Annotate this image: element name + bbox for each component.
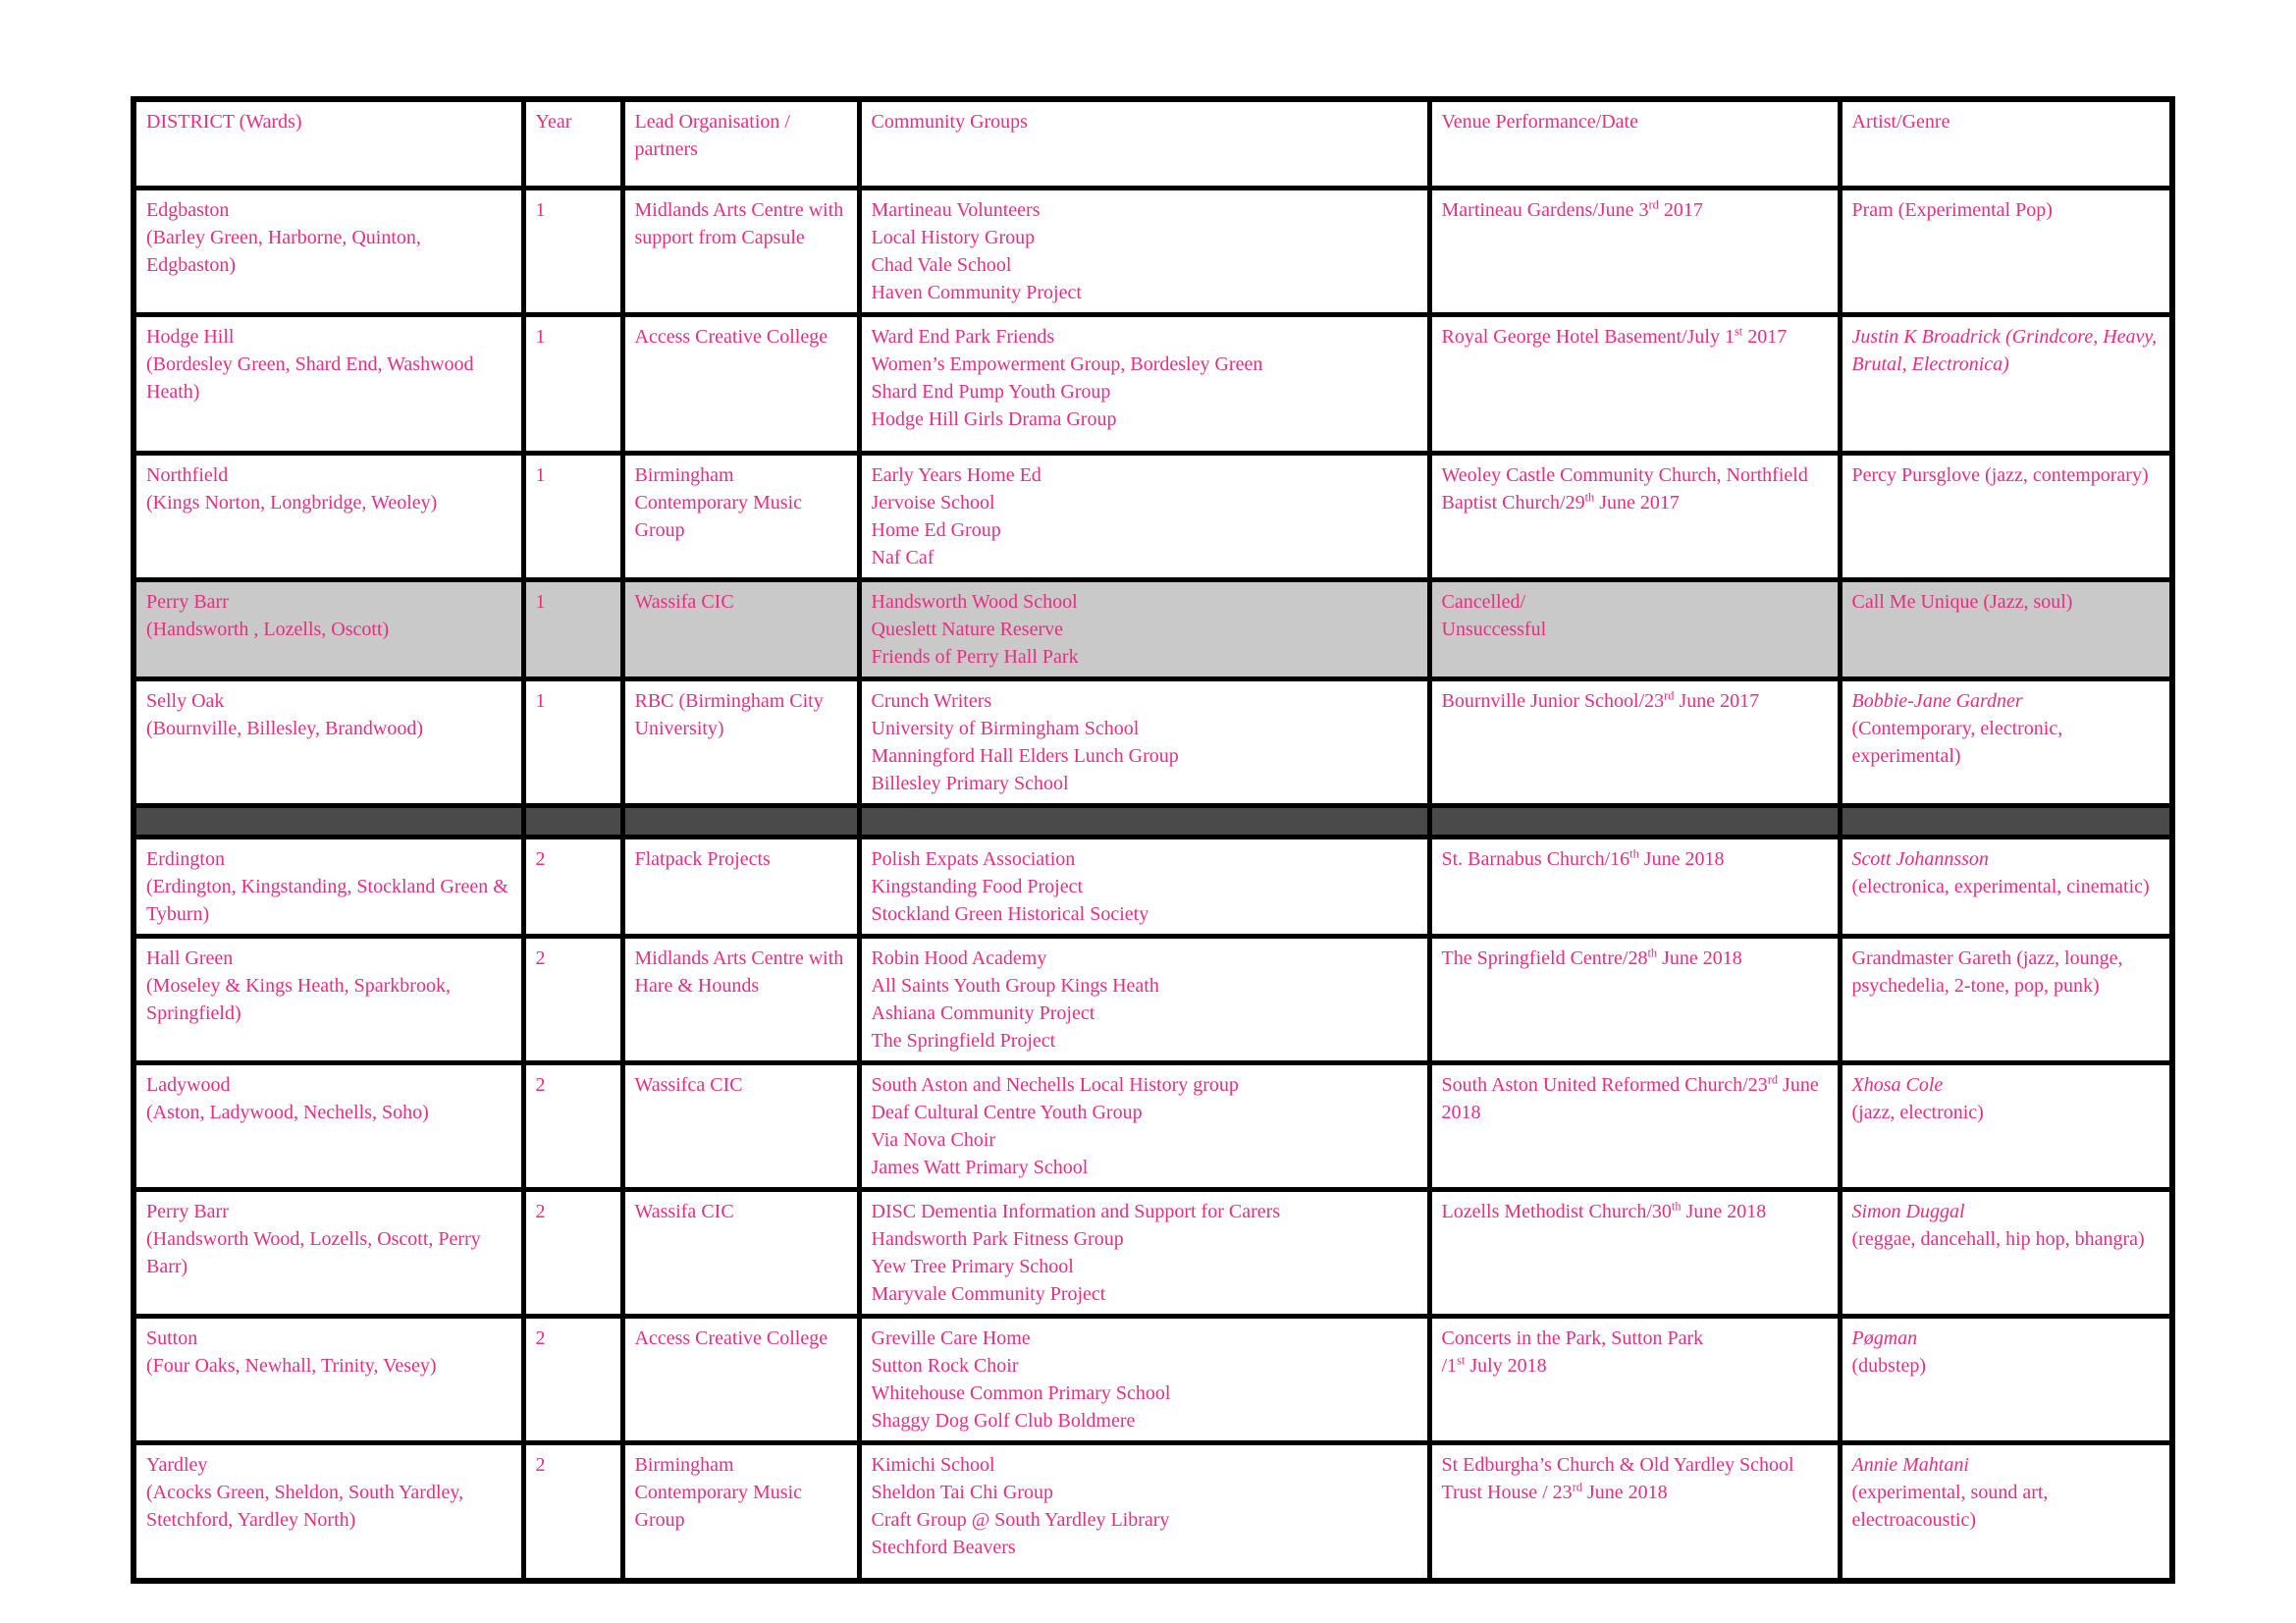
district-wards: (Bournville, Billesley, Brandwood) <box>146 717 423 739</box>
artist-genre-text: (electronica, experimental, cinematic) <box>1851 875 2150 897</box>
community-group-item: Via Nova Choir <box>871 1128 996 1151</box>
district-name: Yardley <box>146 1453 208 1476</box>
community-group-item: South Aston and Nechells Local History group <box>871 1073 1239 1096</box>
artist-genre-cell <box>1840 1062 2172 1189</box>
separator-cell <box>523 805 622 837</box>
community-group-item: Crunch Writers <box>871 689 992 712</box>
artist-genre-cell <box>1840 1442 2172 1581</box>
artist-genre-text: Pram (Experimental Pop) <box>1851 198 2053 221</box>
community-group-item: All Saints Youth Group Kings Heath <box>871 974 1159 997</box>
year-cell: 2 <box>523 1189 622 1316</box>
year-cell: 2 <box>523 837 622 936</box>
district-wards: (Bordesley Green, Shard End, Washwood Heath) <box>146 352 474 403</box>
artist-genre-cell <box>1840 579 2172 678</box>
community-group-item: Sutton Rock Choir <box>871 1354 1019 1377</box>
separator-cell <box>1840 805 2172 837</box>
community-group-item: Chad Vale School <box>871 253 1012 276</box>
lead-organisation-cell: Birmingham Contemporary Music Group <box>622 453 859 579</box>
community-group-item: Sheldon Tai Chi Group <box>871 1481 1053 1503</box>
community-group-item: Yew Tree Primary School <box>871 1255 1074 1277</box>
artist-name: Annie Mahtani <box>1851 1453 1969 1476</box>
community-group-item: Manningford Hall Elders Lunch Group <box>871 744 1179 767</box>
district-name: Edgbaston <box>146 198 230 221</box>
venue-date-cell: The Springfield Centre/28th June 2018 <box>1429 936 1840 1062</box>
venue-date-cell: Concerts in the Park, Sutton Park /1st July 2018 <box>1429 1316 1840 1442</box>
lead-organisation-cell: Wassifa CIC <box>622 579 859 678</box>
community-groups-cell <box>859 188 1429 314</box>
community-group-item: Jervoise School <box>871 491 995 514</box>
venue-date-cell: Royal George Hotel Basement/July 1st 2017 <box>1429 314 1840 453</box>
col-header-lead-organisation: Lead Organisation / partners <box>622 99 859 188</box>
artist-genre-text: Call Me Unique (Jazz, soul) <box>1851 590 2073 613</box>
header-row <box>133 99 2172 188</box>
artist-name: Scott Johannsson <box>1851 847 1989 870</box>
community-group-item: University of Birmingham School <box>871 717 1140 739</box>
artist-genre-cell <box>1840 837 2172 936</box>
artist-name: Simon Duggal <box>1851 1200 1965 1222</box>
community-group-item: Women’s Empowerment Group, Bordesley Green <box>871 352 1263 375</box>
artist-name: Bobbie-Jane Gardner <box>1851 689 2023 712</box>
community-groups-cell <box>859 1316 1429 1442</box>
table-body <box>133 188 2172 1581</box>
community-group-item: Handsworth Park Fitness Group <box>871 1227 1124 1250</box>
table-row <box>133 678 2172 805</box>
district-name: Perry Barr <box>146 1200 229 1222</box>
table-header <box>133 99 2172 188</box>
community-groups-cell <box>859 837 1429 936</box>
artist-genre-cell <box>1840 1189 2172 1316</box>
district-wards: (Moseley & Kings Heath, Sparkbrook, Springfield) <box>146 974 451 1024</box>
community-group-item: Polish Expats Association <box>871 847 1076 870</box>
community-group-item: Stockland Green Historical Society <box>871 902 1149 925</box>
community-groups-cell <box>859 1189 1429 1316</box>
district-name: Hodge Hill <box>146 325 235 348</box>
lead-organisation-cell: Flatpack Projects <box>622 837 859 936</box>
district-wards: (Barley Green, Harborne, Quinton, Edgbaston) <box>146 226 421 276</box>
district-name: Ladywood <box>146 1073 231 1096</box>
community-group-item: Home Ed Group <box>871 518 1001 541</box>
artist-name: Pøgman <box>1851 1326 1918 1349</box>
community-group-item: Martineau Volunteers <box>871 198 1041 221</box>
separator-row <box>133 805 2172 837</box>
table-row <box>133 453 2172 579</box>
col-header-year: Year <box>523 99 622 188</box>
separator-cell <box>1429 805 1840 837</box>
community-group-item: Robin Hood Academy <box>871 947 1047 969</box>
district-wards: (Acocks Green, Sheldon, South Yardley, Stetchford, Yardley North) <box>146 1481 464 1531</box>
year-cell: 1 <box>523 579 622 678</box>
year-cell: 1 <box>523 314 622 453</box>
separator-cell <box>622 805 859 837</box>
artist-genre-cell <box>1840 1316 2172 1442</box>
venue-date-cell: Cancelled/ Unsuccessful <box>1429 579 1840 678</box>
community-group-item: Ward End Park Friends <box>871 325 1055 348</box>
community-groups-cell <box>859 314 1429 453</box>
table-row <box>133 1189 2172 1316</box>
lead-organisation-cell: Birmingham Contemporary Music Group <box>622 1442 859 1581</box>
community-groups-cell <box>859 1062 1429 1189</box>
lead-organisation-cell: Wassifa CIC <box>622 1189 859 1316</box>
separator-cell <box>859 805 1429 837</box>
district-cell <box>133 678 523 805</box>
venue-date-cell: Lozells Methodist Church/30th June 2018 <box>1429 1189 1840 1316</box>
district-cell <box>133 936 523 1062</box>
district-cell <box>133 1316 523 1442</box>
community-groups-cell <box>859 678 1429 805</box>
community-group-item: Early Years Home Ed <box>871 463 1041 486</box>
district-cell <box>133 453 523 579</box>
district-cell <box>133 1442 523 1581</box>
table-row <box>133 314 2172 453</box>
venue-date-cell: Weoley Castle Community Church, Northfield Baptist Church/29th June 2017 <box>1429 453 1840 579</box>
community-group-item: Whitehouse Common Primary School <box>871 1381 1171 1404</box>
col-header-community-groups: Community Groups <box>859 99 1429 188</box>
district-cell <box>133 1062 523 1189</box>
community-group-item: Maryvale Community Project <box>871 1282 1106 1305</box>
district-name: Selly Oak <box>146 689 225 712</box>
venue-date-cell: Bournville Junior School/23rd June 2017 <box>1429 678 1840 805</box>
community-group-item: DISC Dementia Information and Support for Carers <box>871 1200 1281 1222</box>
artist-genre-cell <box>1840 188 2172 314</box>
district-name: Hall Green <box>146 947 234 969</box>
district-cell <box>133 579 523 678</box>
table-row <box>133 1062 2172 1189</box>
lead-organisation-cell: Access Creative College <box>622 314 859 453</box>
table-row <box>133 1442 2172 1581</box>
table-row <box>133 1316 2172 1442</box>
artist-genre-cell <box>1840 314 2172 453</box>
lead-organisation-cell: Wassifca CIC <box>622 1062 859 1189</box>
community-group-item: Shaggy Dog Golf Club Boldmere <box>871 1409 1136 1432</box>
artist-genre-text: (dubstep) <box>1851 1354 1927 1377</box>
year-cell: 2 <box>523 1442 622 1581</box>
community-group-item: Craft Group @ South Yardley Library <box>871 1508 1170 1531</box>
district-wards: (Handsworth Wood, Lozells, Oscott, Perry Barr) <box>146 1227 481 1277</box>
community-group-item: Local History Group <box>871 226 1036 248</box>
community-group-item: Kingstanding Food Project <box>871 875 1084 897</box>
community-groups-cell <box>859 453 1429 579</box>
year-cell: 1 <box>523 453 622 579</box>
col-header-venue-date: Venue Performance/Date <box>1429 99 1840 188</box>
district-cell <box>133 314 523 453</box>
district-name: Perry Barr <box>146 590 229 613</box>
table-row <box>133 837 2172 936</box>
artist-genre-text: (Contemporary, electronic, experimental) <box>1851 717 2063 767</box>
artist-genre-text: (reggae, dancehall, hip hop, bhangra) <box>1851 1227 2145 1250</box>
venue-date-cell: St Edburgha’s Church & Old Yardley School Trust House / 23rd June 2018 <box>1429 1442 1840 1581</box>
district-name: Sutton <box>146 1326 198 1349</box>
year-cell: 2 <box>523 936 622 1062</box>
district-name: Northfield <box>146 463 229 486</box>
community-group-item: Shard End Pump Youth Group <box>871 380 1111 403</box>
community-group-item: Stechford Beavers <box>871 1536 1016 1558</box>
community-groups-cell <box>859 1442 1429 1581</box>
community-groups-cell <box>859 936 1429 1062</box>
community-groups-cell <box>859 579 1429 678</box>
community-group-item: The Springfield Project <box>871 1029 1056 1052</box>
community-group-item: Ashiana Community Project <box>871 1001 1095 1024</box>
district-wards: (Erdington, Kingstanding, Stockland Green & Tyburn) <box>146 875 508 925</box>
district-name: Erdington <box>146 847 225 870</box>
community-group-item: Friends of Perry Hall Park <box>871 645 1079 668</box>
community-group-item: Handsworth Wood School <box>871 590 1078 613</box>
lead-organisation-cell: RBC (Birmingham City University) <box>622 678 859 805</box>
community-group-item: Hodge Hill Girls Drama Group <box>871 407 1117 430</box>
artist-genre-text: (experimental, sound art, electroacoustic) <box>1851 1481 2049 1531</box>
artist-genre-cell <box>1840 678 2172 805</box>
table-row <box>133 579 2172 678</box>
lead-organisation-cell: Access Creative College <box>622 1316 859 1442</box>
artist-name: Justin K Broadrick (Grindcore, Heavy, Brutal, Electronica) <box>1851 325 2158 375</box>
col-header-district: DISTRICT (Wards) <box>133 99 523 188</box>
artist-genre-text: Percy Pursglove (jazz, contemporary) <box>1851 463 2149 486</box>
year-cell: 1 <box>523 188 622 314</box>
district-wards: (Aston, Ladywood, Nechells, Soho) <box>146 1101 429 1123</box>
artist-genre-text: Grandmaster Gareth (jazz, lounge, psychedelia, 2-tone, pop, punk) <box>1851 947 2123 997</box>
table-row <box>133 936 2172 1062</box>
community-group-item: Kimichi School <box>871 1453 995 1476</box>
table-row <box>133 188 2172 314</box>
artist-name: Xhosa Cole <box>1851 1073 1944 1096</box>
district-events-table <box>131 96 2175 1584</box>
venue-date-cell: St. Barnabus Church/16th June 2018 <box>1429 837 1840 936</box>
district-wards: (Handsworth , Lozells, Oscott) <box>146 618 390 640</box>
lead-organisation-cell: Midlands Arts Centre with support from Capsule <box>622 188 859 314</box>
year-cell: 1 <box>523 678 622 805</box>
district-cell <box>133 1189 523 1316</box>
artist-genre-cell <box>1840 453 2172 579</box>
col-header-artist-genre: Artist/Genre <box>1840 99 2172 188</box>
year-cell: 2 <box>523 1062 622 1189</box>
artist-genre-text: (jazz, electronic) <box>1851 1101 1984 1123</box>
community-group-item: Queslett Nature Reserve <box>871 618 1063 640</box>
venue-date-cell: South Aston United Reformed Church/23rd June 2018 <box>1429 1062 1840 1189</box>
community-group-item: Naf Caf <box>871 546 934 568</box>
community-group-item: James Watt Primary School <box>871 1156 1089 1178</box>
venue-date-cell: Martineau Gardens/June 3rd 2017 <box>1429 188 1840 314</box>
artist-genre-cell <box>1840 936 2172 1062</box>
separator-cell <box>133 805 523 837</box>
district-cell <box>133 837 523 936</box>
community-group-item: Haven Community Project <box>871 281 1082 303</box>
community-group-item: Greville Care Home <box>871 1326 1031 1349</box>
district-wards: (Four Oaks, Newhall, Trinity, Vesey) <box>146 1354 437 1377</box>
lead-organisation-cell: Midlands Arts Centre with Hare & Hounds <box>622 936 859 1062</box>
community-group-item: Deaf Cultural Centre Youth Group <box>871 1101 1143 1123</box>
community-group-item: Billesley Primary School <box>871 772 1069 794</box>
year-cell: 2 <box>523 1316 622 1442</box>
district-wards: (Kings Norton, Longbridge, Weoley) <box>146 491 438 514</box>
district-cell <box>133 188 523 314</box>
